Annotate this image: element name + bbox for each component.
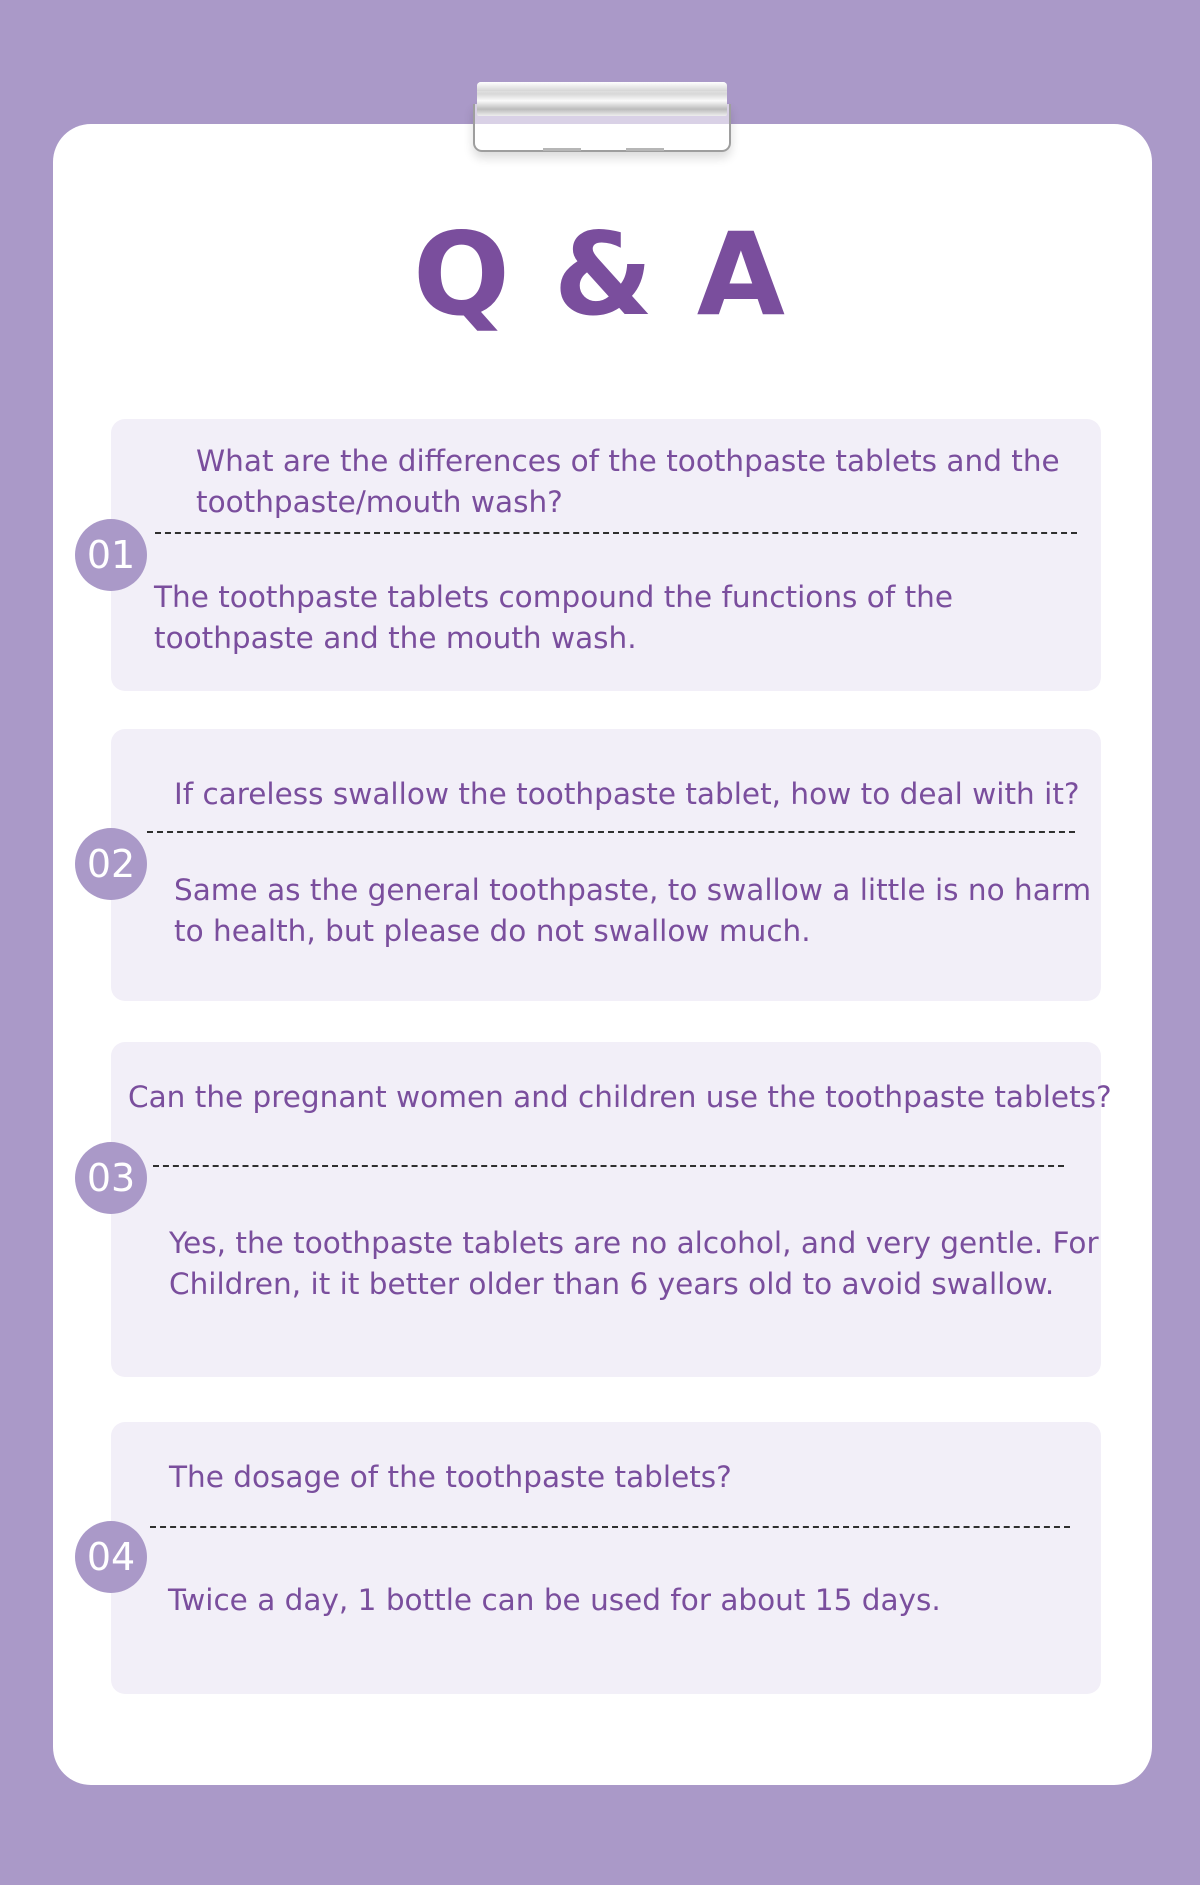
dashed-divider xyxy=(155,532,1077,534)
dashed-divider xyxy=(150,1526,1070,1528)
dashed-divider xyxy=(147,831,1075,833)
question-text: The dosage of the toothpaste tablets? xyxy=(169,1460,732,1494)
item-number-badge: 02 xyxy=(75,828,147,900)
item-number-badge: 01 xyxy=(75,519,147,591)
item-number-badge: 03 xyxy=(75,1142,147,1214)
answer-text: Twice a day, 1 bottle can be used for about 15 days. xyxy=(168,1583,941,1617)
question-text: If careless swallow the toothpaste tablet, how to deal with it? xyxy=(174,777,1080,811)
clipboard-clip-icon xyxy=(471,82,733,154)
item-number-badge: 04 xyxy=(75,1521,147,1593)
answer-text: The toothpaste tablets compound the functions of the toothpaste and the mouth wash. xyxy=(154,580,954,655)
dashed-divider xyxy=(153,1165,1064,1167)
answer-text: Same as the general toothpaste, to swallow a little is no harm to health, but please do not swallow much. xyxy=(174,873,1092,948)
answer-text: Yes, the toothpaste tablets are no alcohol, and very gentle. For Children, it it better older than 6 years old to avoid swallow. xyxy=(169,1226,1099,1301)
page-title: Q & A xyxy=(413,208,787,341)
question-text: Can the pregnant women and children use the toothpaste tablets? xyxy=(128,1080,1112,1114)
question-text: What are the differences of the toothpaste tablets and the toothpaste/mouth wash? xyxy=(196,444,1060,519)
qa-card-2 xyxy=(111,729,1101,1001)
